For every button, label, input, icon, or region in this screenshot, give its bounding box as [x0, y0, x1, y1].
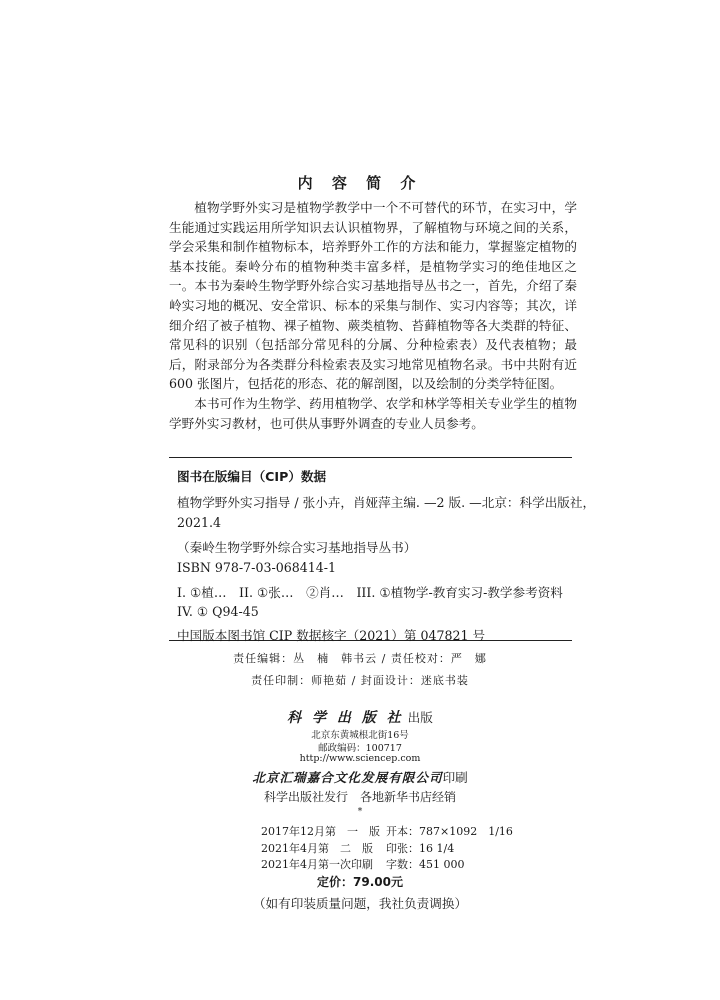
edition-spec: 开本：787×1092 1/16 — [386, 825, 513, 838]
cip-heading: 图书在版编目（CIP）数据 — [177, 469, 327, 484]
printer-suffix: 印刷 — [442, 770, 468, 785]
printer-name: 北京汇瑞嘉合文化发展有限公司 — [252, 770, 443, 785]
publisher-website: http://www.sciencep.com — [299, 753, 421, 764]
publisher-address: 北京东黄城根北街16号 — [311, 730, 409, 741]
cip-line: 植物学野外实习指导 / 张小卉，肖娅萍主编. —2 版. —北京：科学出版社， — [177, 495, 596, 510]
edition-date: 2021年4月第 二 版 — [261, 842, 373, 855]
editors-line-1: 责任编辑：丛 楠 韩书云 / 责任校对：严 娜 — [233, 652, 487, 665]
abstract — [169, 198, 577, 433]
edition-spec: 字数：451 000 — [386, 858, 465, 871]
cip-line: 中国版本图书馆 CIP 数据核字（2021）第 047821 号 — [177, 628, 486, 643]
abstract-paragraph-2: 本书可作为生物学、药用植物学、农学和林学等相关专业学生的植物学野外实习教材，也可供从事野外调查的专业人员参考。 — [169, 395, 577, 431]
edition-date: 2017年12月第 一 版 — [261, 825, 380, 838]
quality-notice: （如有印装质量问题，我社负责调换） — [252, 896, 468, 911]
edition-row — [261, 840, 454, 856]
publisher-line — [0, 707, 720, 727]
cip-data-block — [169, 457, 596, 643]
cip-line: 2021.4 — [177, 515, 222, 530]
cip-line: IV. ① Q94-45 — [177, 604, 259, 619]
page-title: 内 容 简 介 — [297, 174, 423, 192]
edition-date: 2021年4月第一次印刷 — [261, 858, 373, 871]
edition-row — [261, 856, 465, 872]
price: 定价：79.00元 — [317, 875, 403, 889]
editors-line-2: 责任印制：师艳茹 / 封面设计：迷底书装 — [251, 674, 469, 687]
publisher-postcode: 邮政编码：100717 — [318, 743, 402, 754]
cip-line: （秦岭生物学野外综合实习基地指导丛书） — [177, 540, 417, 555]
publisher-logo-name: 科 学 出 版 社 — [287, 710, 404, 726]
abstract-paragraph-1: 植物学野外实习是植物学教学中一个不可替代的环节，在实习中，学生能通过实践运用所学知识去认识植物界，了解植物与环境之间的关系，学会采集和制作植物标本，培养野外工作的方法和能力，掌握鉴定植物的基本技能。秦岭分布的植物种类丰富多样，是植物学实习的绝佳地区之一。本书为秦岭生物学野外综合实习基地指导丛书之一，首先，介绍了秦岭实习地的概况、安全常识、标本的采集与制作、实习内容等；其次，详细介绍了被子植物、裸子植物、蕨类植物、苔藓植物等各大类群的特征、常见科的识别（包括部分常见科的分属、分种检索表）及代表植物；最后，附录部分为各类群分科检索表及实习地常见植物名录。书中共附有近 600 张图片，包括花的形态、花的解剖图，以及绘制的分类学特征图。 — [169, 200, 577, 392]
separator-star: * — [357, 807, 363, 817]
edition-row — [261, 823, 513, 839]
edition-spec: 印张：16 1/4 — [386, 842, 455, 855]
cip-line: I. ①植… II. ①张… ②肖… III. ①植物学-教育实习-教学参考资料 — [177, 585, 563, 600]
cip-line: ISBN 978-7-03-068414-1 — [177, 560, 337, 575]
publisher-suffix: 出版 — [407, 710, 433, 725]
printer-line — [0, 767, 720, 786]
distribution-line: 科学出版社发行 各地新华书店经销 — [263, 790, 456, 804]
